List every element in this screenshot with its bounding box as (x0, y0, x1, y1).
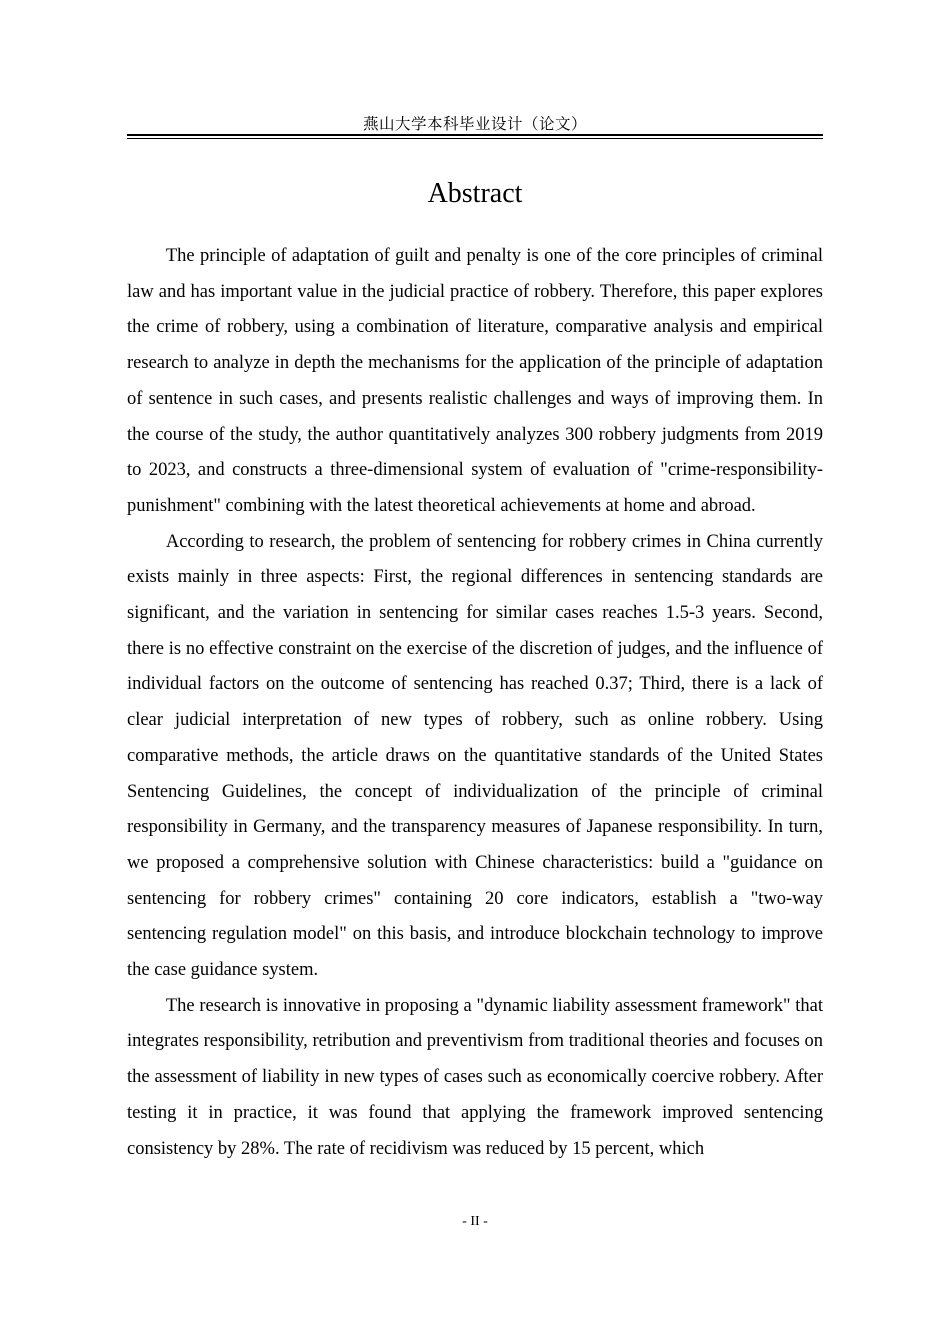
header-rule-thick (127, 134, 823, 136)
abstract-body (127, 239, 823, 1167)
page-number: - II - (462, 1214, 488, 1229)
header-rule-thin (127, 138, 823, 139)
abstract-title: Abstract (427, 178, 523, 209)
running-header: 燕山大学本科毕业设计（论文） (362, 115, 587, 133)
abstract-paragraph-1: The principle of adaptation of guilt and penalty is one of the core principles of criminal law and has important value in the judicial practice of robbery. Therefore, this paper explores the crime of robbery, using a combination of literature, comparative analysis and empirical research to analyze in depth the mechanisms for the application of the principle of adaptation of sentence in such cases, and presents realistic challenges and ways of improving them. In the course of the study, the author quantitatively analyzes 300 robbery judgments from 2019 to 2023, and constructs a three-dimensional system of evaluation of "crime-responsibility-punishment" combining with the latest theoretical achievements at home and abroad. (127, 246, 823, 516)
abstract-paragraph-2: According to research, the problem of sentencing for robbery crimes in China currently exists mainly in three aspects: First, the regional differences in sentencing standards are significant, and the variation in sentencing for similar cases reaches 1.5-3 years. Second, there is no effective constraint on the exercise of the discretion of judges, and the influence of individual factors on the outcome of sentencing has reached 0.37; Third, there is a lack of clear judicial interpretation of new types of robbery, such as online robbery. Using comparative methods, the article draws on the quantitative standards of the United States Sentencing Guidelines, the concept of individualization of the principle of criminal responsibility in Germany, and the transparency measures of Japanese responsibility. In turn, we proposed a comprehensive solution with Chinese characteristics: build a "guidance on sentencing for robbery crimes" containing 20 core indicators, establish a "two-way sentencing regulation model" on this basis, and introduce blockchain technology to improve the case guidance system. (127, 531, 823, 981)
abstract-paragraph-3: The research is innovative in proposing a "dynamic liability assessment framework" that integrates responsibility, retribution and preventivism from traditional theories and focuses on the assessment of liability in new types of cases such as economically coercive robbery. After testing it in practice, it was found that applying the framework improved sentencing consistency by 28%. The rate of recidivism was reduced by 15 percent, which (127, 995, 823, 1159)
